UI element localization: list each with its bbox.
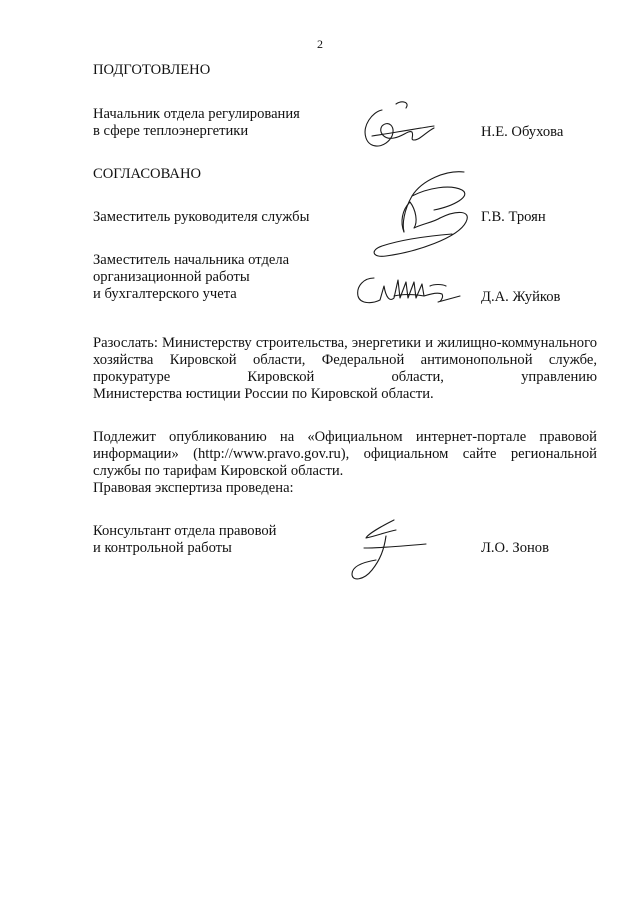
signer-role-troyan: Заместитель руководителя службы: [93, 209, 310, 225]
legal-expertise-note: Правовая экспертиза проведена:: [93, 480, 294, 496]
publication-note: Подлежит опубликованию на «Официальном интернет-портале правовой информации» (http://www.pravo.gov.ru), официальном сайте региональной службы по тарифам Кировской области.: [93, 429, 597, 479]
signer-name-zhuykov: Д.А. Жуйков: [481, 289, 561, 305]
signer-name-troyan: Г.В. Троян: [481, 209, 546, 225]
consultant-name: Л.О. Зонов: [481, 540, 549, 556]
page-number: 2: [317, 37, 323, 51]
signature-troyan: [356, 166, 476, 266]
approved-heading: СОГЛАСОВАНО: [93, 166, 202, 182]
signature-obukhova: [352, 96, 442, 156]
signature-zonov: [346, 516, 436, 586]
prepared-name: Н.Е. Обухова: [481, 124, 564, 140]
prepared-role: Начальник отдела регулирования в сфере теплоэнергетики: [93, 106, 300, 139]
consultant-role: Консультант отдела правовой и контрольной работы: [93, 523, 277, 556]
distribution-list: Разослать: Министерству строительства, энергетики и жилищно-коммунального хозяйства Кировской области, Федеральной антимонопольной службе, прокуратуре Кировской области, управлению: [93, 335, 597, 385]
distribution-list-end: Министерства юстиции России по Кировской области.: [93, 386, 434, 402]
signature-zhuykov: [354, 272, 474, 312]
signer-role-zhuykov: Заместитель начальника отдела организационной работы и бухгалтерского учета: [93, 252, 290, 302]
prepared-heading: ПОДГОТОВЛЕНО: [93, 62, 211, 78]
